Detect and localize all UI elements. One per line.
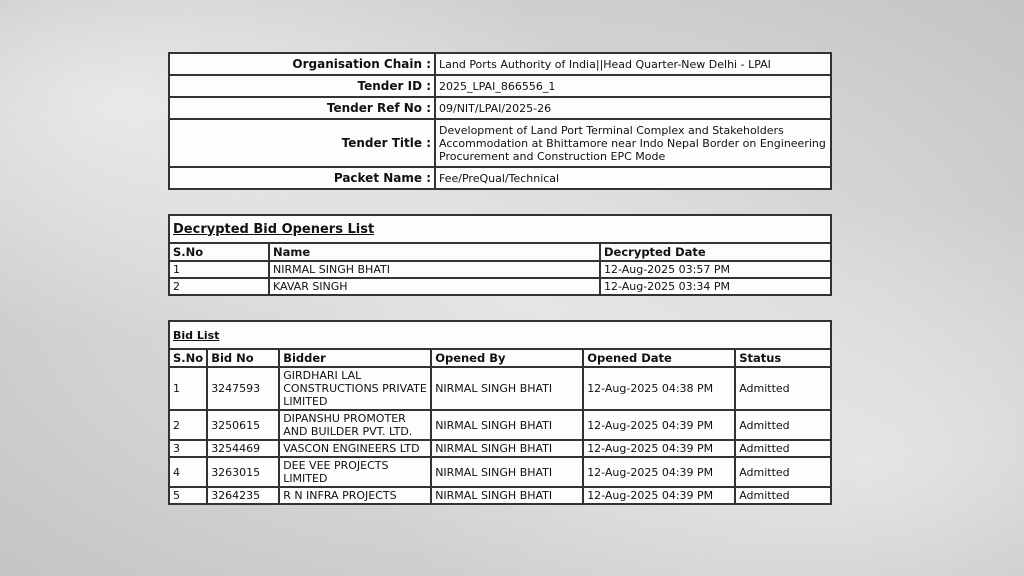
bid-opened-by: NIRMAL SINGH BHATI [431,457,583,487]
bid-sno: 2 [169,410,207,440]
bid-opened-by: NIRMAL SINGH BHATI [431,440,583,457]
bid-no: 3263015 [207,457,279,487]
bid-opened-date: 12-Aug-2025 04:39 PM [583,440,735,457]
table-row [169,410,831,440]
openers-col-sno: S.No [169,243,269,261]
table-row [169,440,831,457]
bid-status: Admitted [735,487,831,504]
bid-status: Admitted [735,457,831,487]
tender-document [168,52,832,505]
bid-no: 3247593 [207,367,279,410]
bids-col-opened-by: Opened By [431,349,583,367]
bids-col-opened-date: Opened Date [583,349,735,367]
bid-status: Admitted [735,367,831,410]
bids-col-sno: S.No [169,349,207,367]
bid-no: 3264235 [207,487,279,504]
bid-status: Admitted [735,410,831,440]
table-row [169,487,831,504]
table-row [169,367,831,410]
bids-col-status: Status [735,349,831,367]
bid-opened-date: 12-Aug-2025 04:38 PM [583,367,735,410]
bid-no: 3250615 [207,410,279,440]
opener-name: NIRMAL SINGH BHATI [269,261,600,278]
info-label: Tender Title : [169,119,435,167]
table-row [169,261,831,278]
info-row-organisation [169,53,831,75]
bid-no: 3254469 [207,440,279,457]
opener-name: KAVAR SINGH [269,278,600,295]
opener-date: 12-Aug-2025 03:57 PM [600,261,831,278]
bid-opened-by: NIRMAL SINGH BHATI [431,410,583,440]
info-value: Development of Land Port Terminal Complex and Stakeholders Accommodation at Bhittamore near Indo Nepal Border on Engineering Procurement and Construction EPC Mode [435,119,831,167]
info-row-packet-name [169,167,831,189]
bid-sno: 3 [169,440,207,457]
bids-col-bid-no: Bid No [207,349,279,367]
bid-status: Admitted [735,440,831,457]
info-value: 09/NIT/LPAI/2025-26 [435,97,831,119]
info-label: Tender ID : [169,75,435,97]
bid-opened-by: NIRMAL SINGH BHATI [431,487,583,504]
info-value: 2025_LPAI_866556_1 [435,75,831,97]
openers-title-row [169,215,831,243]
info-row-tender-ref [169,97,831,119]
bid-sno: 1 [169,367,207,410]
info-value: Land Ports Authority of India||Head Quarter-New Delhi - LPAI [435,53,831,75]
opener-sno: 2 [169,278,269,295]
info-row-tender-title [169,119,831,167]
table-row [169,278,831,295]
bids-title: Bid List [169,321,831,349]
openers-title: Decrypted Bid Openers List [169,215,831,243]
bid-bidder: DEE VEE PROJECTS LIMITED [279,457,431,487]
bid-opened-date: 12-Aug-2025 04:39 PM [583,457,735,487]
bid-bidder: R N INFRA PROJECTS [279,487,431,504]
openers-header-row [169,243,831,261]
bid-sno: 5 [169,487,207,504]
tender-info-table [168,52,832,190]
bid-list-table [168,320,832,505]
openers-col-name: Name [269,243,600,261]
bid-openers-table [168,214,832,296]
opener-date: 12-Aug-2025 03:34 PM [600,278,831,295]
bid-bidder: GIRDHARI LAL CONSTRUCTIONS PRIVATE LIMITED [279,367,431,410]
bid-bidder: VASCON ENGINEERS LTD [279,440,431,457]
bid-opened-by: NIRMAL SINGH BHATI [431,367,583,410]
table-row [169,457,831,487]
info-value: Fee/PreQual/Technical [435,167,831,189]
bids-title-row [169,321,831,349]
openers-col-date: Decrypted Date [600,243,831,261]
bid-opened-date: 12-Aug-2025 04:39 PM [583,410,735,440]
bids-col-bidder: Bidder [279,349,431,367]
opener-sno: 1 [169,261,269,278]
info-label: Tender Ref No : [169,97,435,119]
bids-header-row [169,349,831,367]
bid-bidder: DIPANSHU PROMOTER AND BUILDER PVT. LTD. [279,410,431,440]
info-row-tender-id [169,75,831,97]
info-label: Organisation Chain : [169,53,435,75]
bid-sno: 4 [169,457,207,487]
info-label: Packet Name : [169,167,435,189]
bid-opened-date: 12-Aug-2025 04:39 PM [583,487,735,504]
